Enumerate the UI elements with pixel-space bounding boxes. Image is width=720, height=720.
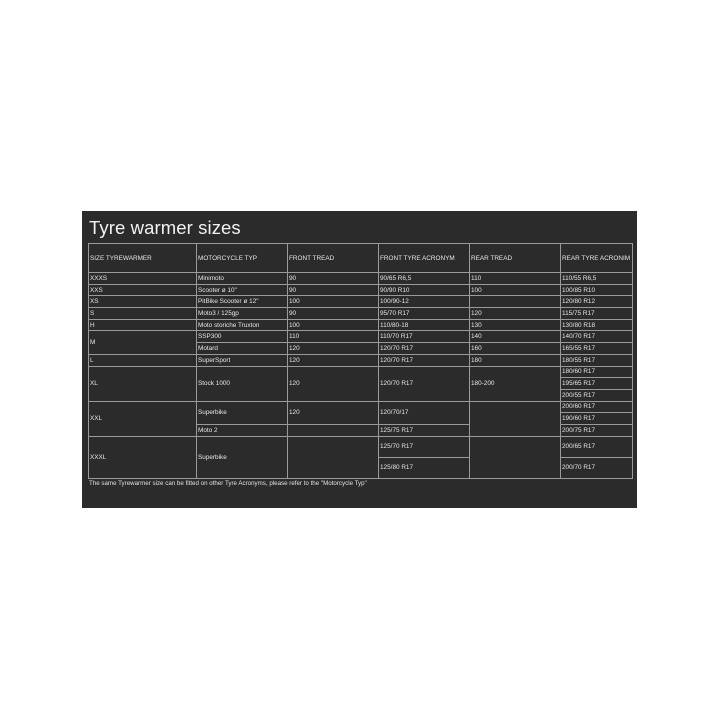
cell-front-tread: 110 (288, 331, 379, 343)
cell-rear-acronym: 200/55 R17 (561, 389, 633, 401)
cell-front-tread (288, 424, 379, 436)
cell-rear-tread (470, 436, 561, 478)
cell-rear-acronym: 180/60 R17 (561, 366, 633, 378)
cell-front-acronym: 120/70 R17 (379, 366, 470, 401)
cell-rear-acronym: 120/80 R12 (561, 296, 633, 308)
cell-rear-tread: 120 (470, 308, 561, 320)
cell-front-tread: 100 (288, 319, 379, 331)
cell-front-acronym: 110/80-18 (379, 319, 470, 331)
table-row (89, 331, 633, 343)
table-row (89, 284, 633, 296)
cell-rear-acronym: 200/70 R17 (561, 457, 633, 478)
cell-rear-tread (470, 401, 561, 436)
table-row (89, 308, 633, 320)
table-row (89, 401, 633, 413)
cell-motorcycle: Moto 2 (197, 424, 288, 436)
cell-rear-acronym: 140/70 R17 (561, 331, 633, 343)
cell-size: XL (89, 366, 197, 401)
cell-rear-tread: 130 (470, 319, 561, 331)
cell-rear-acronym: 200/60 R17 (561, 401, 633, 413)
cell-front-acronym: 90/65 R6,5 (379, 273, 470, 285)
cell-front-acronym: 100/90-12 (379, 296, 470, 308)
cell-rear-tread: 180-200 (470, 366, 561, 401)
header-rear-acronym: REAR TYRE ACRONIM (561, 244, 633, 273)
header-rear-tread: REAR TREAD (470, 244, 561, 273)
cell-size: XS (89, 296, 197, 308)
cell-size: H (89, 319, 197, 331)
cell-size: XXS (89, 284, 197, 296)
table-row (89, 436, 633, 457)
table-row (89, 366, 633, 378)
cell-motorcycle: Moto3 / 125gp (197, 308, 288, 320)
cell-front-tread: 120 (288, 354, 379, 366)
cell-size: M (89, 331, 197, 354)
header-motorcycle: MOTORCYCLE TYP (197, 244, 288, 273)
cell-rear-acronym: 115/75 R17 (561, 308, 633, 320)
cell-size: XXXS (89, 273, 197, 285)
cell-motorcycle: Superbike (197, 436, 288, 478)
table-row (89, 296, 633, 308)
header-size: SIZE TYREWARMER (89, 244, 197, 273)
cell-front-acronym: 120/70/17 (379, 401, 470, 424)
cell-front-acronym: 120/70 R17 (379, 343, 470, 355)
cell-rear-acronym: 190/60 R17 (561, 413, 633, 425)
cell-motorcycle: Motard (197, 343, 288, 355)
cell-front-tread: 120 (288, 366, 379, 401)
cell-front-acronym: 110/70 R17 (379, 331, 470, 343)
cell-rear-acronym: 180/55 R17 (561, 354, 633, 366)
cell-motorcycle: Superbike (197, 401, 288, 424)
cell-size: XXXL (89, 436, 197, 478)
cell-front-tread: 100 (288, 296, 379, 308)
cell-motorcycle: SuperSport (197, 354, 288, 366)
cell-size: S (89, 308, 197, 320)
cell-front-acronym: 95/70 R17 (379, 308, 470, 320)
cell-size: XXL (89, 401, 197, 436)
cell-rear-tread: 180 (470, 354, 561, 366)
cell-front-acronym: 120/70 R17 (379, 354, 470, 366)
cell-rear-acronym: 165/55 R17 (561, 343, 633, 355)
tyre-warmer-panel (82, 211, 637, 508)
cell-front-tread: 120 (288, 343, 379, 355)
cell-motorcycle: SSP300 (197, 331, 288, 343)
cell-front-acronym: 125/75 R17 (379, 424, 470, 436)
cell-rear-acronym: 100/85 R10 (561, 284, 633, 296)
footnote: The same Tyrewarmer size can be fitted on other Tyre Acronyms, please refer to the "Motorcycle Typ" (89, 480, 367, 487)
cell-front-tread: 120 (288, 401, 379, 424)
sizes-table (88, 243, 633, 479)
cell-rear-tread: 160 (470, 343, 561, 355)
cell-rear-tread: 140 (470, 331, 561, 343)
cell-motorcycle: Minimoto (197, 273, 288, 285)
cell-rear-acronym: 130/80 R18 (561, 319, 633, 331)
cell-rear-acronym: 195/65 R17 (561, 378, 633, 390)
cell-size: L (89, 354, 197, 366)
cell-rear-tread: 110 (470, 273, 561, 285)
cell-rear-acronym: 110/55 R6,5 (561, 273, 633, 285)
cell-front-acronym: 90/90 R10 (379, 284, 470, 296)
header-front-tread: FRONT TREAD (288, 244, 379, 273)
cell-rear-tread: 100 (470, 284, 561, 296)
header-front-acronym: FRONT TYRE ACRONYM (379, 244, 470, 273)
page-title: Tyre warmer sizes (89, 217, 241, 238)
cell-motorcycle: PitBike Scooter ø 12" (197, 296, 288, 308)
table-row (89, 273, 633, 285)
cell-rear-tread (470, 296, 561, 308)
cell-motorcycle: Scooter ø 10" (197, 284, 288, 296)
cell-front-tread (288, 436, 379, 478)
cell-front-tread: 90 (288, 308, 379, 320)
table-row (89, 354, 633, 366)
cell-motorcycle: Moto storiche Truxton (197, 319, 288, 331)
cell-front-acronym: 125/70 R17 (379, 436, 470, 457)
cell-rear-acronym: 200/75 R17 (561, 424, 633, 436)
cell-front-acronym: 125/80 R17 (379, 457, 470, 478)
table-header-row (89, 244, 633, 273)
cell-front-tread: 90 (288, 284, 379, 296)
cell-motorcycle: Stock 1000 (197, 366, 288, 401)
table-row (89, 319, 633, 331)
cell-rear-acronym: 200/65 R17 (561, 436, 633, 457)
cell-front-tread: 90 (288, 273, 379, 285)
